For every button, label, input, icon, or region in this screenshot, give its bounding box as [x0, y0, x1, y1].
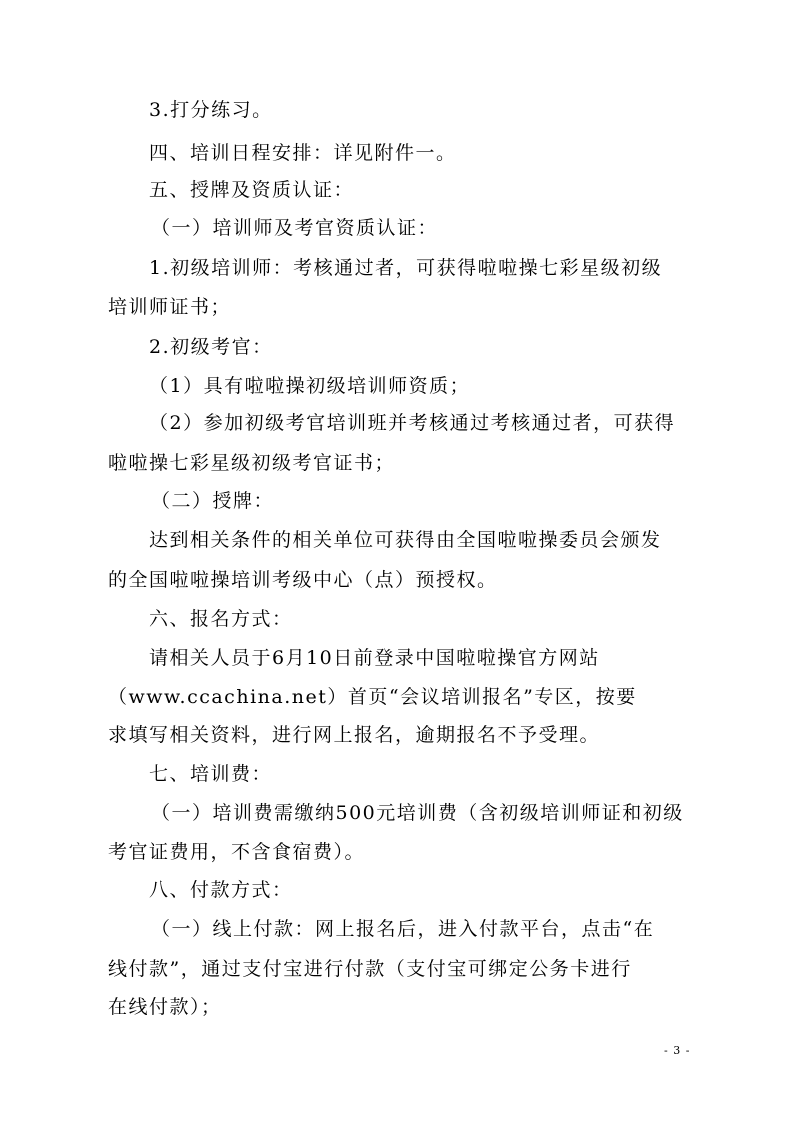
- text-line: 四、培训日程安排：详见附件一。: [149, 142, 457, 164]
- text-line: 2.初级考官：: [149, 336, 273, 358]
- text-line: （二）授牌：: [151, 490, 275, 512]
- text-line: 线付款”，通过支付宝进行付款（支付宝可绑定公务卡进行: [108, 958, 632, 980]
- text-line: 请相关人员于6月10日前登录中国啦啦操官方网站: [149, 647, 600, 669]
- text-line: 达到相关条件的相关单位可获得由全国啦啦操委员会颁发: [149, 529, 662, 551]
- text-line: 六、报名方式：: [149, 608, 293, 630]
- text-line: 八、付款方式：: [149, 879, 293, 901]
- text-line: 啦啦操七彩星级初级考官证书；: [108, 452, 396, 474]
- text-line: 在线付款）；: [108, 996, 222, 1018]
- page-number: - 3 -: [664, 1044, 691, 1057]
- text-line: 五、授牌及资质认证：: [149, 179, 355, 201]
- text-line: （一）培训费需缴纳500元培训费（含初级培训师证和初级: [151, 802, 684, 824]
- text-line: 考官证费用，不含食宿费）。: [108, 841, 366, 863]
- text-line: 求填写相关资料，进行网上报名，逾期报名不予受理。: [108, 724, 601, 746]
- text-line: （1）具有啦啦操初级培训师资质；: [149, 375, 471, 397]
- text-line: （2）参加初级考官培训班并考核通过考核通过者，可获得: [149, 412, 676, 434]
- text-line: 培训师证书；: [108, 296, 232, 318]
- text-line: 3.打分练习。: [149, 99, 273, 121]
- text-line: （一）培训师及考官资质认证：: [151, 217, 439, 239]
- text-line: 的全国啦啦操培训考级中心（点）预授权。: [108, 569, 498, 591]
- text-line: 1.初级培训师：考核通过者，可获得啦啦操七彩星级初级: [149, 257, 663, 279]
- text-line: 七、培训费：: [149, 763, 273, 785]
- text-line: （www.ccachina.net）首页“会议培训报名”专区，按要: [108, 686, 637, 708]
- text-line: （一）线上付款：网上报名后，进入付款平台，点击“在: [151, 918, 655, 940]
